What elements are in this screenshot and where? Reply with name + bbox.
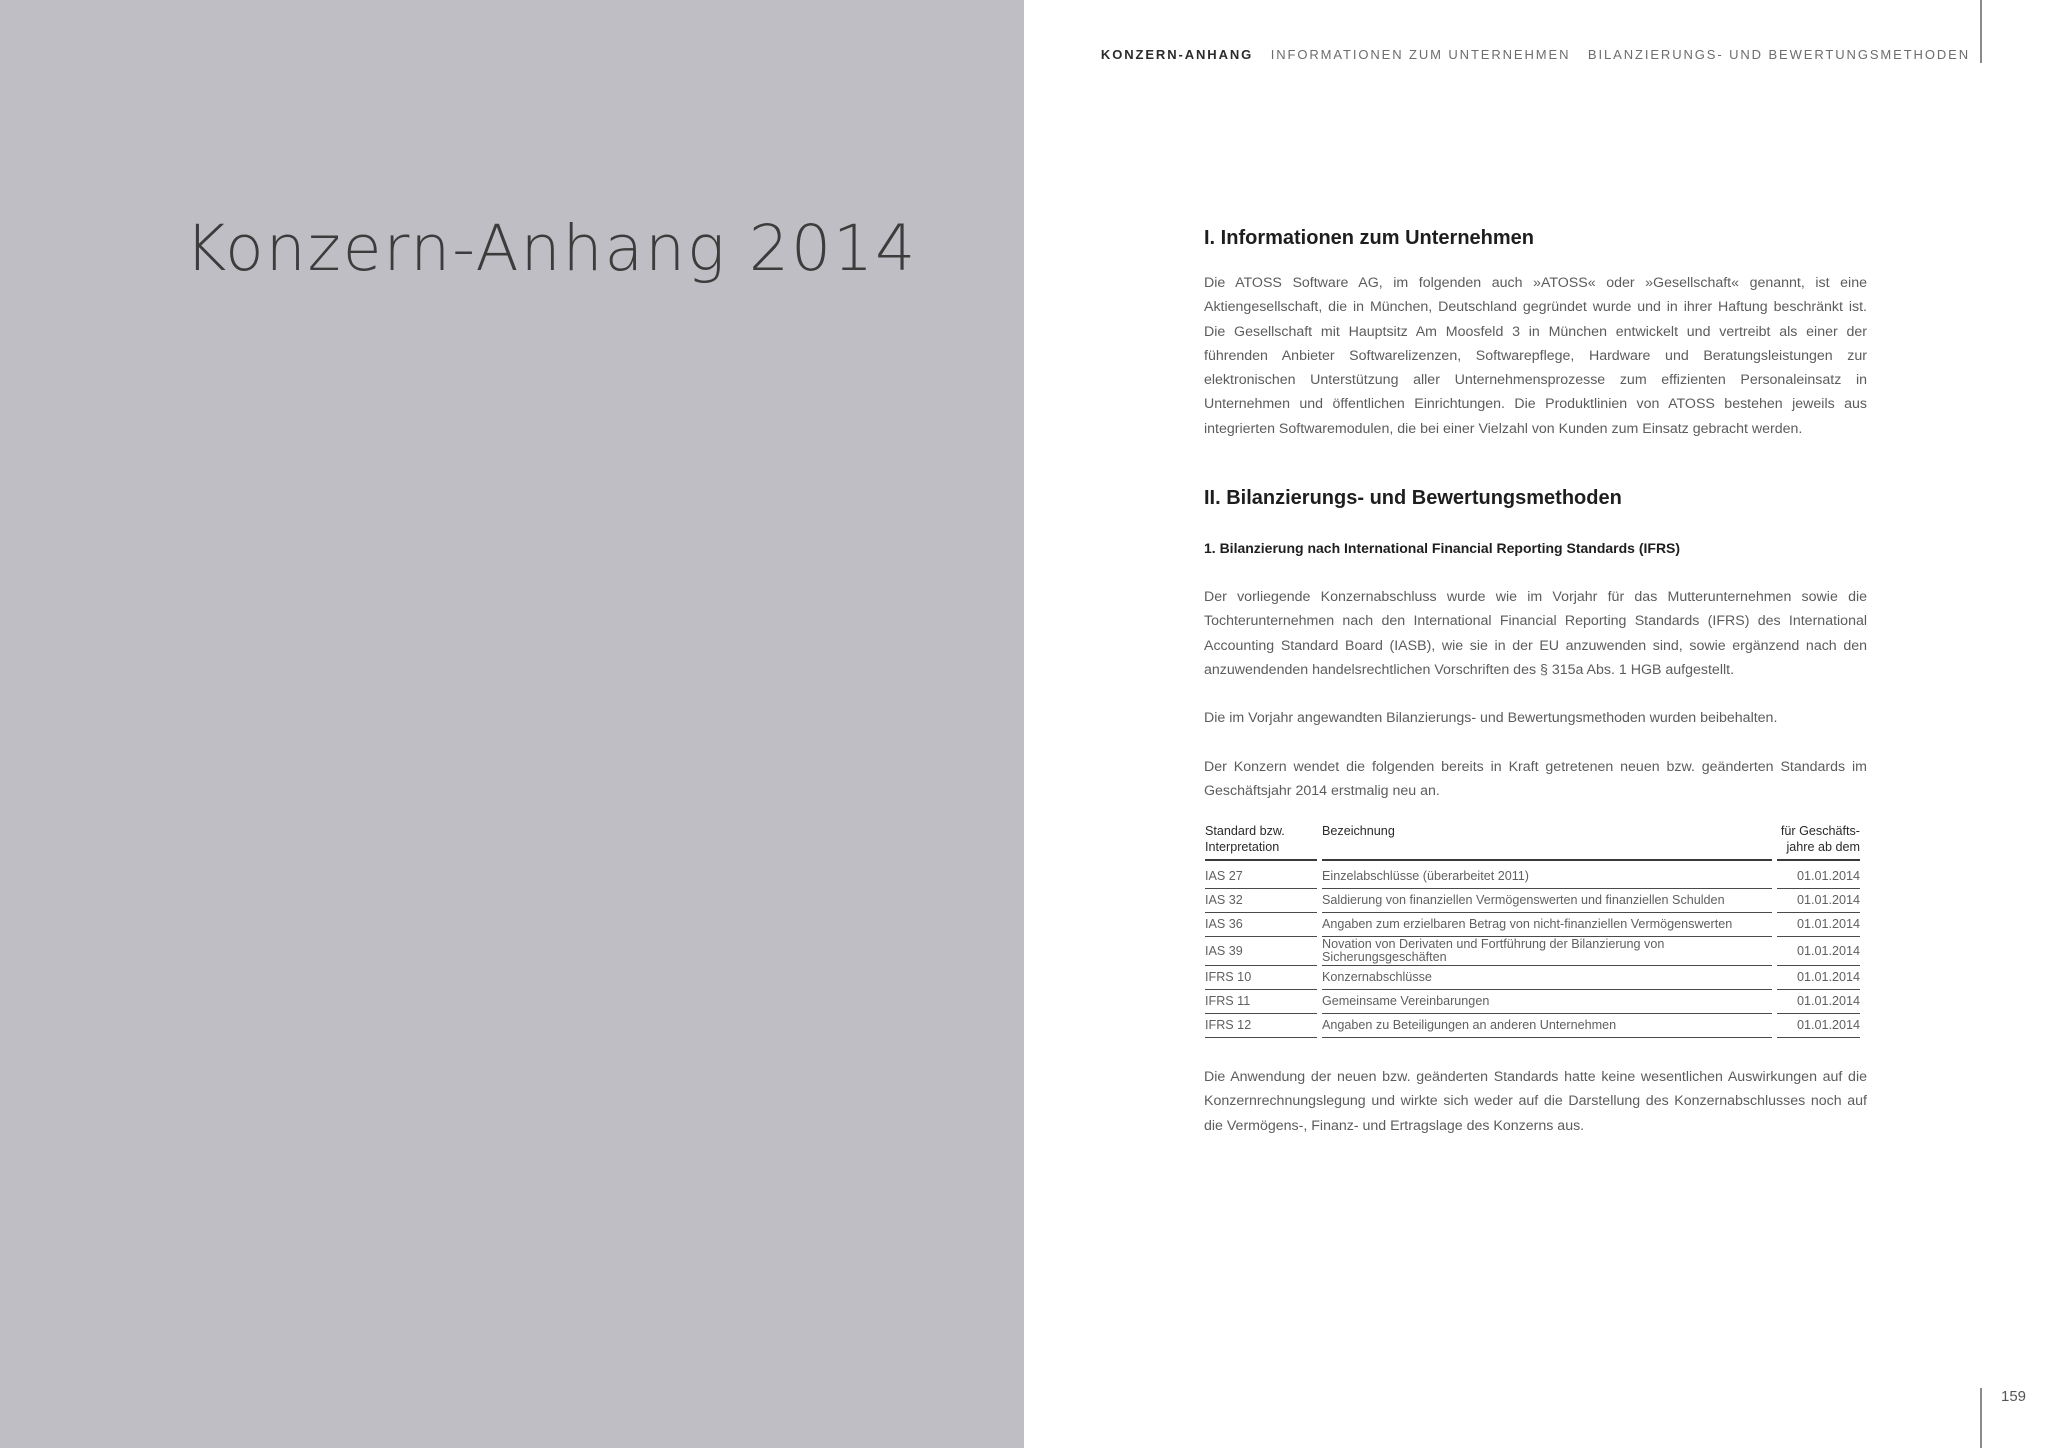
header-date-line-1: für Geschäfts- bbox=[1780, 824, 1860, 839]
cell-name: Saldierung von finanziellen Vermögenswerten und finanziellen Schulden bbox=[1322, 889, 1772, 913]
footer-rule bbox=[1980, 1388, 1982, 1448]
cell-name: Angaben zu Beteiligungen an anderen Unternehmen bbox=[1322, 1014, 1772, 1038]
main-content bbox=[1204, 224, 1867, 1138]
cell-standard: IAS 32 bbox=[1205, 889, 1317, 913]
page-number: 159 bbox=[2001, 1388, 2027, 1405]
table-row bbox=[1205, 966, 1860, 990]
cell-standard: IFRS 12 bbox=[1205, 1014, 1317, 1038]
section-1-paragraph: Die ATOSS Software AG, im folgenden auch »ATOSS« oder »Gesellschaft« genannt, ist eine Aktiengesellschaft, die in München, Deutschland gegründet wurde und in ihrer Haftung beschränkt ist. Die Gesellschaft mit Hauptsitz Am Moosfeld 3 in München entwickelt und vertreibt als einer der führenden Anbieter Softwarelizenzen, Softwarepflege, Hardware und Beratungsleistungen zur elektronischen Unterstützung aller Unternehmensprozesse zum effizienten Personaleinsatz in Unternehmen und öffentlichen Einrichtungen. Die Produktlinien von ATOSS bestehen jeweils aus integrierten Softwaremodulen, die bei einer Vielzahl von Kunden zum Einsatz gebracht werden. bbox=[1204, 275, 1867, 437]
header-date bbox=[1777, 824, 1860, 861]
cell-date: 01.01.2014 bbox=[1777, 937, 1860, 966]
cell-standard: IAS 36 bbox=[1205, 913, 1317, 937]
header-bezeichnung: Bezeichnung bbox=[1322, 824, 1772, 861]
cell-name: Einzelabschlüsse (überarbeitet 2011) bbox=[1322, 861, 1772, 889]
header-date-line-2: jahre ab dem bbox=[1786, 839, 1860, 854]
header-item-informationen: INFORMATIONEN ZUM UNTERNEHMEN bbox=[1270, 47, 1571, 62]
subsection-1-title: 1. Bilanzierung nach International Financial Reporting Standards (IFRS) bbox=[1204, 540, 1681, 557]
table-row bbox=[1205, 1014, 1860, 1038]
cell-date: 01.01.2014 bbox=[1777, 966, 1860, 990]
section-2-paragraph-1: Der vorliegende Konzernabschluss wurde wie im Vorjahr für das Mutterunternehmen sowie die Tochterunternehmen nach den International Financial Reporting Standards (IFRS) des International Accounting Standard Board (IASB), wie sie in der EU anzuwenden sind, sowie ergänzend nach den anzuwendenden handelsrechtlichen Vorschriften des § 315a Abs. 1 HGB aufgestellt. bbox=[1204, 589, 1867, 678]
section-2-paragraph-3: Der Konzern wendet die folgenden bereits in Kraft getretenen neuen bzw. geänderten Standards im Geschäftsjahr 2014 erstmalig neu an. bbox=[1204, 758, 1867, 799]
cell-date: 01.01.2014 bbox=[1777, 913, 1860, 937]
cell-name: Gemeinsame Vereinbarungen bbox=[1322, 990, 1772, 1014]
running-header bbox=[1101, 47, 1970, 62]
table-row bbox=[1205, 889, 1860, 913]
section-2-paragraph-2: Die im Vorjahr angewandten Bilanzierungs- und Bewertungsmethoden wurden beibehalten. bbox=[1204, 710, 1778, 727]
cell-standard: IFRS 11 bbox=[1205, 990, 1317, 1014]
chapter-title: Konzern-Anhang 2014 bbox=[185, 212, 918, 285]
table-row bbox=[1205, 937, 1860, 966]
header-standard-line-1: Standard bzw. bbox=[1205, 824, 1285, 839]
cell-standard: IAS 39 bbox=[1205, 937, 1317, 966]
standards-table bbox=[1200, 824, 1865, 1038]
cell-date: 01.01.2014 bbox=[1777, 889, 1860, 913]
table-row bbox=[1205, 913, 1860, 937]
header-standard-line-2: Interpretation bbox=[1205, 839, 1280, 854]
cell-name: Angaben zum erzielbaren Betrag von nicht-finanziellen Vermögenswerten bbox=[1322, 913, 1772, 937]
cell-date: 01.01.2014 bbox=[1777, 861, 1860, 889]
cell-name: Konzernabschlüsse bbox=[1322, 966, 1772, 990]
cell-standard: IAS 27 bbox=[1205, 861, 1317, 889]
table-header-row bbox=[1205, 824, 1860, 861]
cell-name: Novation von Derivaten und Fortführung der Bilanzierung von Sicherungsgeschäften bbox=[1322, 937, 1772, 966]
header-standard bbox=[1205, 824, 1317, 861]
section-2-title: II. Bilanzierungs- und Bewertungsmethoden bbox=[1204, 487, 1622, 510]
section-1-title: I. Informationen zum Unternehmen bbox=[1204, 227, 1535, 249]
cell-date: 01.01.2014 bbox=[1777, 990, 1860, 1014]
section-2-paragraph-4: Die Anwendung der neuen bzw. geänderten Standards hatte keine wesentlichen Auswirkungen auf die Konzernrechnungslegung und wirkte sich weder auf die Darstellung des Konzernabschlusses noch auf die Vermögens-, Finanz- und Ertragslage des Konzerns aus. bbox=[1204, 1069, 1867, 1134]
cell-standard: IFRS 10 bbox=[1205, 966, 1317, 990]
cell-date: 01.01.2014 bbox=[1777, 1014, 1860, 1038]
table-row bbox=[1205, 990, 1860, 1014]
header-rule bbox=[1980, 0, 1982, 63]
header-item-bilanzierung: BILANZIERUNGS- UND BEWERTUNGSMETHODEN bbox=[1587, 47, 1970, 62]
table-row bbox=[1205, 861, 1860, 889]
header-current-section: KONZERN-ANHANG bbox=[1100, 47, 1254, 62]
